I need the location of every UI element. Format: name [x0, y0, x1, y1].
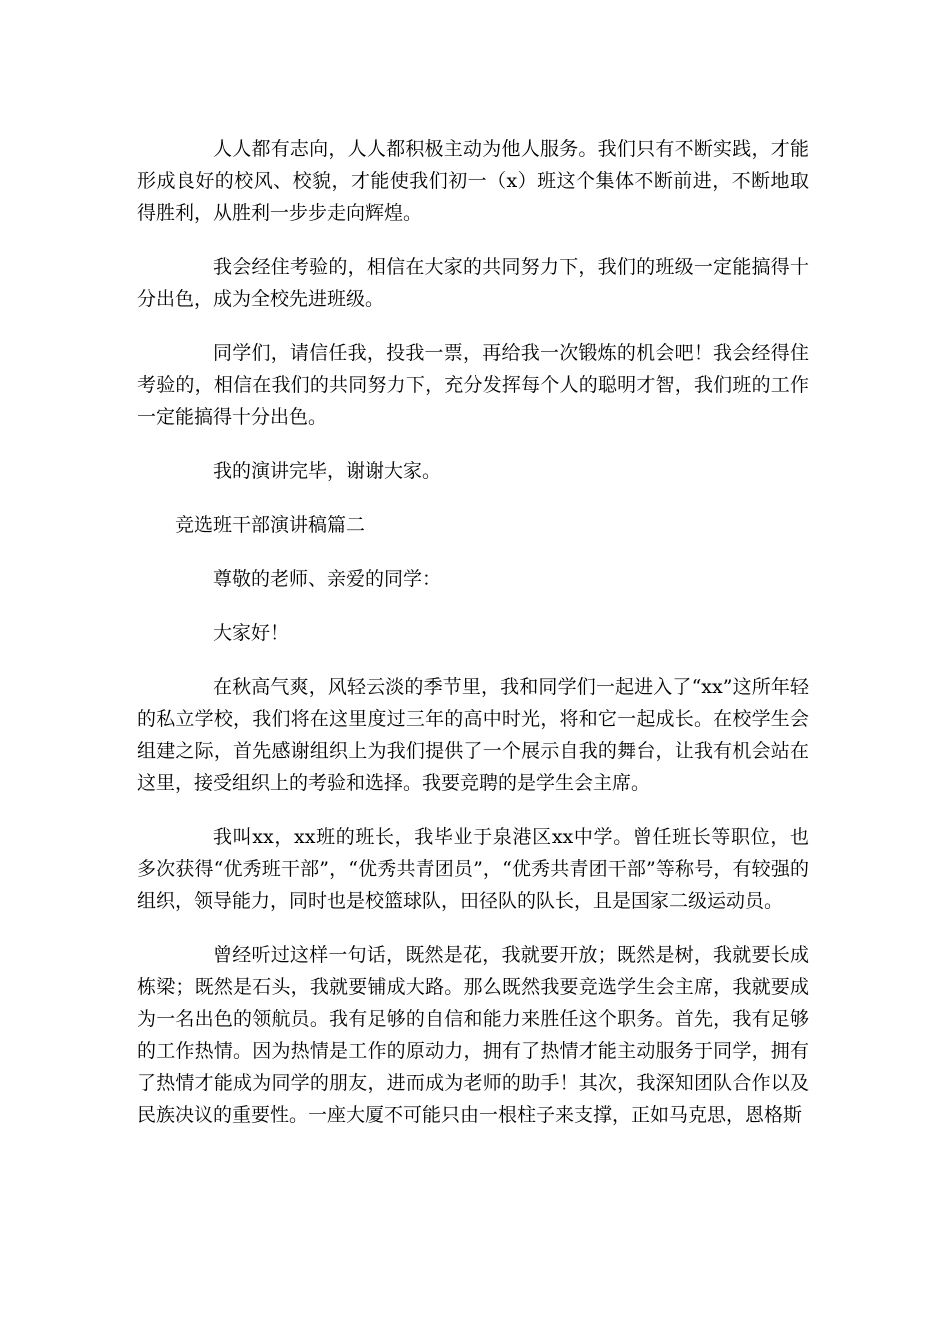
paragraph: 曾经听过这样一句话，既然是花，我就要开放；既然是树，我就要长成栋梁；既然是石头，我就要铺成大路。那么既然我要竞选学生会主席，我就要成为一名出色的领航员。我有足够的自信和能力来胜任这个职务。首先，我有足够的工作热情。因为热情是工作的原动力，拥有了热情才能主动服务于同学，拥有了热情才能成为同学的朋友，进而成为老师的助手！其次，我深知团队合作以及民族决议的重要性。一座大厦不可能只由一根柱子来支撑，正如马克思，恩格斯	[137, 944, 809, 1126]
section-title: 竞选班干部演讲稿篇二	[175, 514, 366, 536]
paragraph: 在秋高气爽，风轻云淡的季节里，我和同学们一起进入了“xx”这所年轻的私立学校，我们将在这里度过三年的高中时光，将和它一起成长。在校学生会组建之际，首先感谢组织上为我们提供了一个展示自我的舞台，让我有机会站在这里，接受组织上的考验和选择。我要竞聘的是学生会主席。	[137, 676, 809, 794]
paragraph: 我的演讲完毕，谢谢大家。	[213, 460, 442, 482]
paragraph: 我会经住考验的，相信在大家的共同努力下，我们的班级一定能搞得十分出色，成为全校先进班级。	[137, 256, 809, 310]
greeting: 大家好！	[213, 622, 290, 644]
paragraph: 我叫xx，xx班的班长，我毕业于泉港区xx中学。曾任班长等职位，也多次获得“优秀班干部”，“优秀共青团员”，“优秀共青团干部”等称号，有较强的组织，领导能力，同时也是校篮球队，田径队的队长，且是国家二级运动员。	[137, 826, 809, 912]
paragraph: 人人都有志向，人人都积极主动为他人服务。我们只有不断实践，才能形成良好的校风、校貌，才能使我们初一（x）班这个集体不断前进，不断地取得胜利，从胜利一步步走向辉煌。	[137, 138, 809, 224]
paragraph: 同学们，请信任我，投我一票，再给我一次锻炼的机会吧！我会经得住考验的，相信在我们的共同努力下，充分发挥每个人的聪明才智，我们班的工作一定能搞得十分出色。	[137, 342, 809, 428]
document-content	[137, 133, 809, 1153]
salutation: 尊敬的老师、亲爱的同学：	[213, 568, 442, 590]
